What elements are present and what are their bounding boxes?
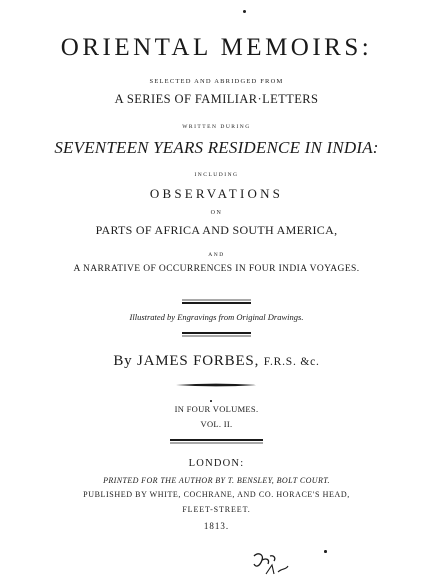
- ink-speck: [210, 400, 212, 402]
- narrative-line: A NARRATIVE OF OCCURRENCES IN FOUR INDIA VOYAGES.: [73, 264, 360, 274]
- publisher-line: PUBLISHED BY WHITE, COCHRANE, AND CO. HORACE'S HEAD,: [83, 490, 350, 499]
- double-rule-middle: [0, 331, 433, 339]
- written-during-line: WRITTEN DURING: [182, 124, 251, 130]
- observations-line: OBSERVATIONS: [149, 186, 284, 201]
- illustrated-line: Illustrated by Engravings from Original Drawings.: [129, 312, 304, 322]
- imprint-city: LONDON:: [188, 458, 245, 469]
- author-by: By: [113, 353, 133, 369]
- ink-speck: [324, 550, 327, 553]
- on-line: ON: [210, 210, 223, 216]
- including-line: INCLUDING: [194, 172, 239, 178]
- address-line: FLEET-STREET.: [182, 505, 251, 514]
- series-line: A SERIES OF FAMILIAR·LETTERS: [114, 92, 319, 106]
- volumes-line: IN FOUR VOLUMES.: [174, 404, 259, 414]
- selected-line: SELECTED AND ABRIDGED FROM: [149, 78, 284, 85]
- author-name: JAMES FORBES,: [137, 353, 260, 369]
- swelled-rule: [0, 381, 433, 389]
- publication-year: 1813.: [203, 521, 230, 531]
- printer-line: PRINTED FOR THE AUTHOR BY T. BENSLEY, BOLT COURT.: [103, 476, 330, 485]
- and-line: AND: [208, 252, 225, 258]
- volume-number: VOL. II.: [200, 419, 233, 429]
- parts-line: PARTS OF AFRICA AND SOUTH AMERICA,: [95, 223, 338, 237]
- subtitle-residence: SEVENTEEN YEARS RESIDENCE IN INDIA:: [54, 138, 379, 157]
- author-credentials: F.R.S. &c.: [263, 356, 320, 368]
- handwritten-mark: [248, 550, 308, 578]
- book-title: ORIENTAL MEMOIRS:: [60, 34, 373, 61]
- author-line: [0, 353, 433, 370]
- ink-speck: [243, 10, 246, 13]
- double-rule-top: [0, 298, 433, 306]
- double-rule-bottom: [0, 438, 433, 446]
